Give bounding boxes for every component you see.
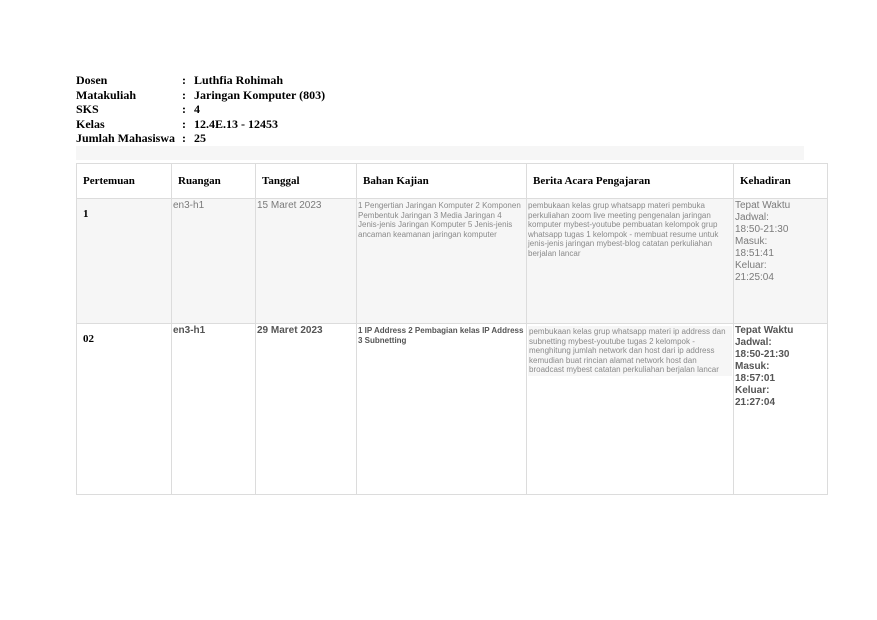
kehadiran-jadwal-label: Jadwal: bbox=[735, 212, 769, 223]
info-colon: : bbox=[182, 87, 186, 102]
info-label: Kelas bbox=[76, 116, 105, 131]
kehadiran-jadwal-label: Jadwal: bbox=[735, 337, 772, 348]
info-colon: : bbox=[182, 116, 186, 131]
cell-kehadiran bbox=[734, 199, 828, 324]
kehadiran-masuk-label: Masuk: bbox=[735, 236, 768, 247]
cell-kehadiran bbox=[734, 324, 828, 495]
kehadiran-masuk-label: Masuk: bbox=[735, 361, 770, 372]
info-value: Jaringan Komputer (803) bbox=[194, 87, 326, 102]
kehadiran-masuk: 18:57:01 bbox=[735, 373, 776, 384]
kehadiran-keluar-label: Keluar: bbox=[735, 385, 770, 396]
info-row-sks bbox=[76, 102, 325, 117]
kehadiran-status: Tepat Waktu bbox=[735, 200, 791, 211]
info-label: Jumlah Mahasiswa bbox=[76, 131, 176, 145]
kehadiran-jadwal: 18:50-21:30 bbox=[735, 349, 790, 360]
cell-pertemuan: 02 bbox=[77, 324, 172, 495]
cell-berita-acara bbox=[527, 324, 734, 495]
cell-pertemuan: 1 bbox=[77, 199, 172, 324]
kehadiran-status: Tepat Waktu bbox=[735, 325, 794, 336]
table-row bbox=[77, 324, 828, 495]
info-label: Matakuliah bbox=[76, 87, 137, 102]
info-row-dosen bbox=[76, 73, 325, 88]
cell-tanggal: 15 Maret 2023 bbox=[256, 199, 357, 324]
info-value: Luthfia Rohimah bbox=[194, 73, 284, 87]
info-row-jumlah-mahasiswa bbox=[76, 131, 325, 146]
table-header-row bbox=[77, 164, 828, 199]
cell-tanggal: 29 Maret 2023 bbox=[256, 324, 357, 495]
cell-ruangan: en3-h1 bbox=[172, 324, 256, 495]
kehadiran-jadwal: 18:50-21:30 bbox=[735, 224, 789, 235]
info-label: SKS bbox=[76, 102, 99, 116]
header-berita-acara: Berita Acara Pengajaran bbox=[527, 164, 734, 199]
info-label: Dosen bbox=[76, 73, 108, 87]
cell-ruangan: en3-h1 bbox=[172, 199, 256, 324]
info-divider-bar bbox=[76, 146, 804, 160]
info-colon: : bbox=[182, 102, 186, 116]
table-row bbox=[77, 199, 828, 324]
header-tanggal: Tanggal bbox=[256, 164, 357, 199]
kehadiran-keluar: 21:25:04 bbox=[735, 272, 774, 283]
kehadiran-masuk: 18:51:41 bbox=[735, 248, 774, 259]
header-bahan-kajian: Bahan Kajian bbox=[357, 164, 527, 199]
course-info bbox=[76, 73, 325, 146]
kehadiran-keluar-label: Keluar: bbox=[735, 260, 767, 271]
kehadiran-keluar: 21:27:04 bbox=[735, 397, 776, 408]
cell-bahan-kajian: 1 IP Address 2 Pembagian kelas IP Address 3 Subnetting bbox=[357, 324, 527, 495]
berita-acara-text: pembukaan kelas grup whatsapp materi ip address dan subnetting mybest-youtube tugas 2 kelompok - menghitung jumlah network dan host dari ip address kemudian buat rincian alamat network host dan broadcast mybest catatan perkuliahan berjalan lancar bbox=[528, 326, 732, 376]
header-kehadiran: Kehadiran bbox=[734, 164, 828, 199]
cell-berita-acara: pembukaan kelas grup whatsapp materi pembuka perkuliahan zoom live meeting pengenalan jaringan komputer mybest-youtube pembuatan kelompok grup whatsapp tugas 1 kelompok - membuat resume untuk jenis-jenis jaringan mybest-blog catatan perkuliahan berjalan lancar bbox=[527, 199, 734, 324]
info-value: 12.4E.13 - 12453 bbox=[194, 116, 278, 131]
attendance-table bbox=[76, 163, 828, 495]
info-colon: : bbox=[182, 131, 186, 145]
header-ruangan: Ruangan bbox=[172, 164, 256, 199]
header-pertemuan: Pertemuan bbox=[77, 164, 172, 199]
info-value: 4 bbox=[194, 102, 200, 116]
info-row-matakuliah bbox=[76, 88, 325, 103]
info-value: 25 bbox=[194, 131, 206, 145]
info-colon: : bbox=[182, 73, 186, 87]
info-row-kelas bbox=[76, 117, 325, 132]
cell-bahan-kajian: 1 Pengertian Jaringan Komputer 2 Komponen Pembentuk Jaringan 3 Media Jaringan 4 Jenis-jenis Jaringan Komputer 5 Jenis-jenis ancaman keamanan jaringan komputer bbox=[357, 199, 527, 324]
